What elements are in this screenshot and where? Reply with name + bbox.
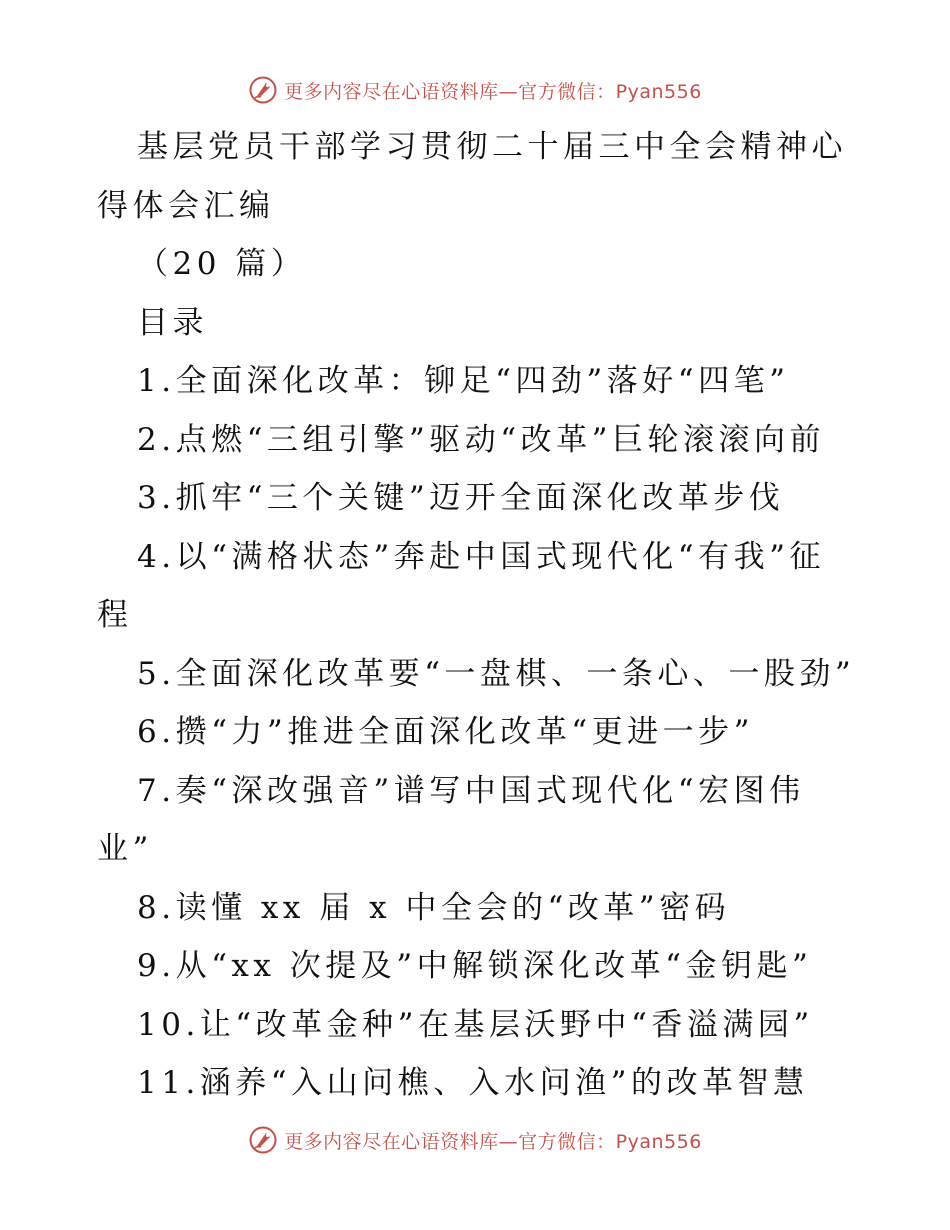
header-watermark-banner — [0, 70, 950, 110]
toc-item: 11.涵养“入山问樵、入水问渔”的改革智慧 — [137, 1065, 809, 1101]
toc-item: 9.从“xx 次提及”中解锁深化改革“金钥匙” — [137, 948, 813, 984]
toc-item: 8.读懂 xx 届 x 中全会的“改革”密码 — [137, 889, 731, 926]
toc-item: 7.奏“深改强音”谱写中国式现代化“宏图伟业” — [97, 772, 805, 867]
document-title: 基层党员干部学习贯彻二十届三中全会精神心得体会汇编 — [97, 129, 847, 224]
banner-text — [284, 1127, 702, 1154]
banner-text — [284, 77, 702, 104]
toc-item: 4.以“满格状态”奔赴中国式现代化“有我”征程 — [97, 538, 825, 633]
banner-wechat-id: Pyan556 — [615, 1130, 702, 1153]
footer-watermark-banner — [0, 1120, 950, 1160]
pen-nib-logo-icon — [248, 1125, 278, 1155]
banner-label: 更多内容尽在心语资料库—官方微信： — [284, 1130, 616, 1153]
pen-nib-logo-icon — [248, 75, 278, 105]
banner-wechat-id: Pyan556 — [615, 80, 702, 103]
toc-item: 2.点燃“三组引擎”驱动“改革”巨轮滚滚向前 — [137, 421, 825, 458]
document-body — [97, 118, 857, 1113]
toc-item: 5.全面深化改革要“一盘棋、一条心、一股劲” — [137, 655, 856, 692]
banner-inner — [248, 75, 702, 105]
banner-label: 更多内容尽在心语资料库—官方微信： — [284, 80, 616, 103]
banner-inner — [248, 1125, 702, 1155]
toc-item: 3.抓牢“三个关键”迈开全面深化改革步伐 — [137, 480, 785, 516]
toc-item: 6.攒“力”推进全面深化改革“更进一步” — [137, 714, 754, 750]
toc-item: 1.全面深化改革：铆足“四劲”落好“四笔” — [137, 363, 790, 399]
toc-item: 10.让“改革金种”在基层沃野中“香溢满园” — [137, 1006, 814, 1043]
toc-heading: 目录 — [137, 304, 208, 341]
document-count: （20 篇） — [137, 246, 307, 282]
